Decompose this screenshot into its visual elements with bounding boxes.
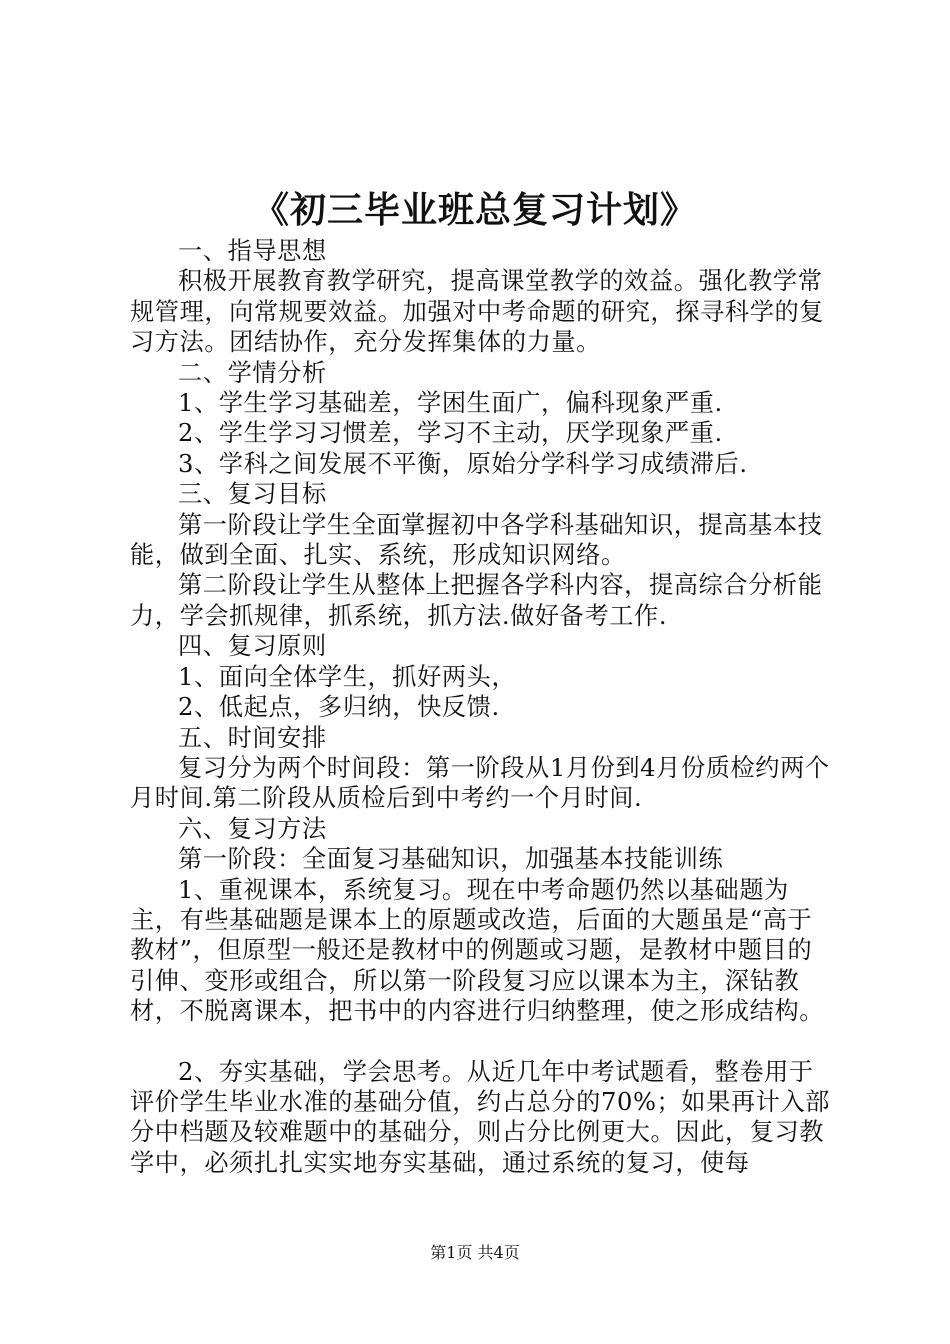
paragraph-gap — [130, 1027, 835, 1057]
list-item-analysis-2: 2、学生学习习惯差，学习不主动，厌学现象严重. — [178, 419, 723, 448]
list-item-principle-1: 1、面向全体学生，抓好两头， — [178, 662, 517, 691]
heading-review-principles: 四、复习原则 — [178, 632, 327, 661]
page-footer: 第1页 共4页 — [430, 1243, 520, 1262]
paragraph-stage-one-method: 第一阶段：全面复习基础知识，加强基本技能训练 — [178, 845, 724, 874]
list-item-analysis-3: 3、学科之间发展不平衡，原始分学科学习成绩滞后. — [178, 449, 748, 478]
paragraph-method-2: 2、夯实基础，学会思考。从近几年中考试题看，整卷用于评价学生毕业水准的基础分值，约占总分的70%；如果再计入部分中档题及较难题中的基础分，则占分比例更大。因此，复习教学中，必须扎扎实实地夯实基础，通过系统的复习，使每 — [130, 1057, 831, 1177]
list-item-principle-2: 2、低起点，多归纳，快反馈. — [178, 693, 500, 722]
paragraph-method-1: 1、重视课本，系统复习。现在中考命题仍然以基础题为主，有些基础题是课本上的原题或改造，后面的大题虽是“高于教材”，但原型一般还是教材中的例题或习题，是教材中题目的引伸、变形或组合，所以第一阶段复习应以课本为主，深钻教材，不脱离课本，把书中的内容进行归纳整理，使之形成结构。 — [130, 875, 825, 1026]
document-body — [130, 236, 835, 1178]
heading-review-methods: 六、复习方法 — [178, 814, 327, 843]
heading-review-goals: 三、复习目标 — [178, 480, 327, 509]
paragraph-stage-two-goal: 第二阶段让学生从整体上把握各学科内容，提高综合分析能力，学会抓规律，抓系统，抓方法.做好备考工作. — [130, 571, 823, 630]
document-title: 《初三毕业班总复习计划》 — [252, 189, 697, 231]
paragraph-stage-one-goal: 第一阶段让学生全面掌握初中各学科基础知识，提高基本技能，做到全面、扎实、系统，形成知识网络。 — [130, 510, 823, 570]
heading-time-schedule: 五、时间安排 — [178, 723, 327, 752]
heading-student-analysis: 二、学情分析 — [178, 358, 327, 387]
paragraph-guiding-thought: 积极开展教育教学研究，提高课堂教学的效益。强化教学常规管理，向常规要效益。加强对中考命题的研究，探寻科学的复习方法。团结协作，充分发挥集体的力量。 — [130, 267, 825, 357]
paragraph-time-schedule: 复习分为两个时间段：第一阶段从1月份到4月份质检约两个月时间.第二阶段从质检后到中考约一个月时间. — [130, 753, 830, 813]
heading-guiding-thought: 一、指导思想 — [178, 237, 327, 265]
list-item-analysis-1: 1、学生学习基础差，学困生面广，偏科现象严重. — [178, 389, 723, 418]
